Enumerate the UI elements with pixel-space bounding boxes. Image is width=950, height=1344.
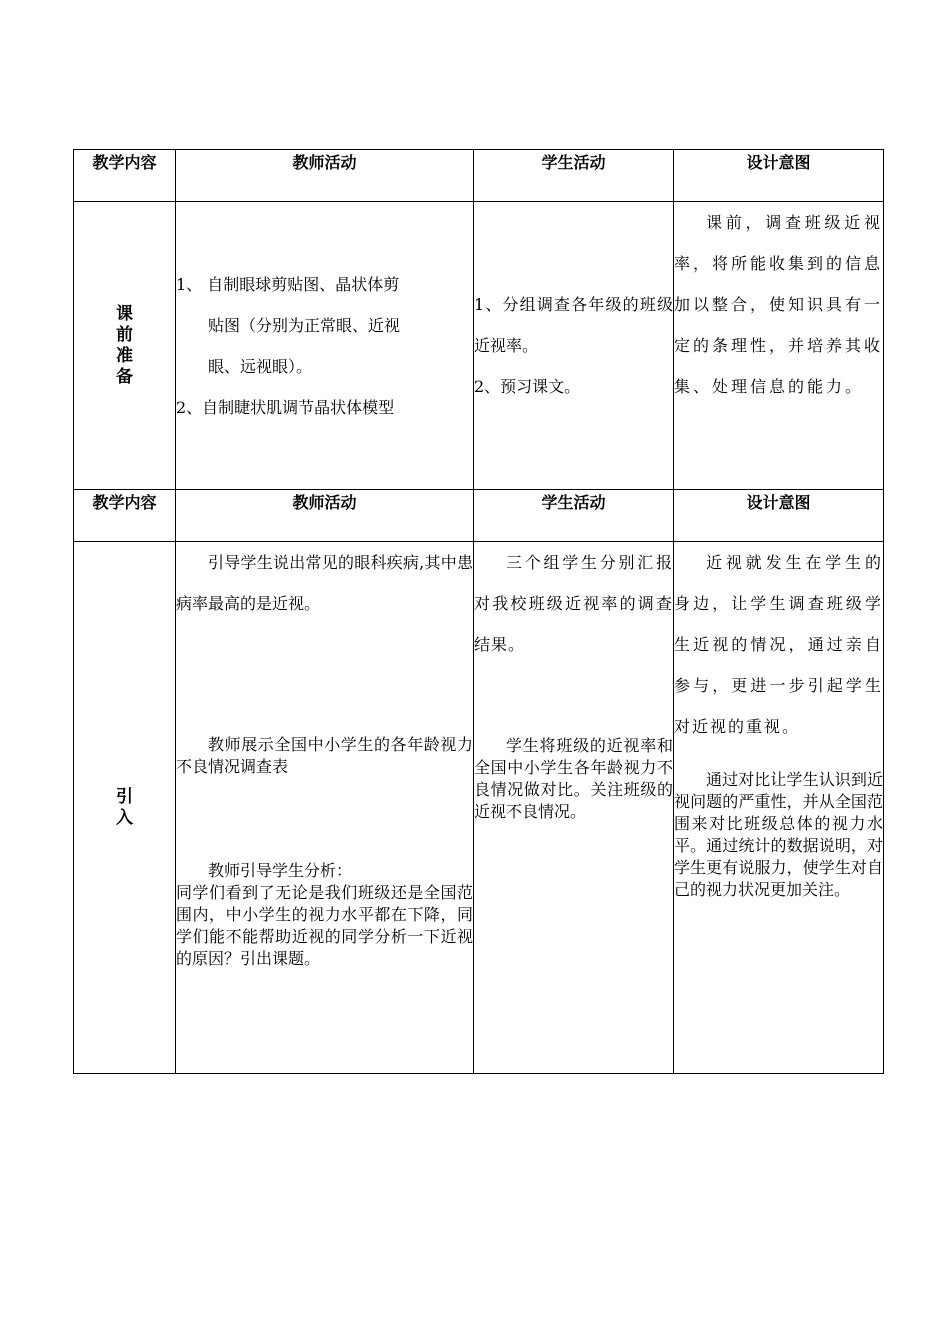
prep-design-text: 课前，调查班级近视率，将所能收集到的信息加以整合，使知识具有一定的条理性，并培养其收集、处理信息的能力。 [674, 213, 884, 396]
prep-teacher-item1-line2: 贴图（分别为正常眼、近视 [208, 315, 401, 335]
table-header-row-2 [74, 490, 884, 542]
intro-teacher-activity [176, 542, 474, 1074]
prep-teacher-item1-line3: 眼、远视眼）。 [208, 356, 313, 376]
intro-design-intent [674, 542, 884, 1074]
prep-student-item2: 2、预习课文。 [474, 377, 581, 396]
header-teaching-content: 教学内容 [74, 150, 176, 202]
header-design-intent: 设计意图 [674, 150, 884, 202]
prep-student-activity [474, 202, 674, 490]
header2-teacher-activity: 教师活动 [176, 490, 474, 542]
lesson-plan-table [73, 149, 884, 1074]
intro-teacher-p1: 引导学生说出常见的眼科疾病,其中患病率最高的是近视。 [176, 553, 473, 613]
row-label-preparation: 课 前 准 备 [74, 202, 176, 490]
header2-design-intent: 设计意图 [674, 490, 884, 542]
prep-student-item1: 1、分组调查各年级的班级近视率。 [474, 295, 673, 355]
intro-design-p2: 通过对比让学生认识到近视问题的严重性，并从全国范围来对比班级总体的视力水平。通过统计的数据说明，对学生更有说服力，使学生对自己的视力状况更加关注。 [674, 770, 883, 899]
intro-teacher-p3-lead: 教师引导学生分析： [208, 861, 353, 880]
table-row-preparation [74, 202, 884, 490]
table-header-row [74, 150, 884, 202]
intro-teacher-p2: 教师展示全国中小学生的各年龄视力不良情况调查表 [176, 735, 473, 776]
header2-teaching-content: 教学内容 [74, 490, 176, 542]
prep-teacher-item2: 2、自制睫状肌调节晶状体模型 [176, 397, 395, 417]
intro-student-p2: 学生将班级的近视率和全国中小学生各年龄视力不良情况做对比。关注班级的近视不良情况。 [474, 736, 673, 821]
intro-student-activity [474, 542, 674, 1074]
intro-student-p1: 三个组学生分别汇报对我校班级近视率的调查结果。 [474, 553, 673, 654]
row-label-introduction: 引 入 [74, 542, 176, 1074]
intro-teacher-p3-body: 同学们看到了无论是我们班级还是全国范围内，中小学生的视力水平都在下降，同学们能不能帮助近视的同学分析一下近视的原因？引出课题。 [176, 883, 473, 968]
table-row-introduction [74, 542, 884, 1074]
header-teacher-activity: 教师活动 [176, 150, 474, 202]
intro-design-p1: 近视就发生在学生的身边，让学生调查班级学生近视的情况，通过亲自参与，更进一步引起学生对近视的重视。 [674, 553, 883, 736]
header-student-activity: 学生活动 [474, 150, 674, 202]
header2-student-activity: 学生活动 [474, 490, 674, 542]
prep-teacher-item1-line1: 1、 自制眼球剪贴图、晶状体剪 [176, 274, 400, 294]
prep-design-intent [674, 202, 884, 490]
prep-teacher-activity [176, 202, 474, 490]
